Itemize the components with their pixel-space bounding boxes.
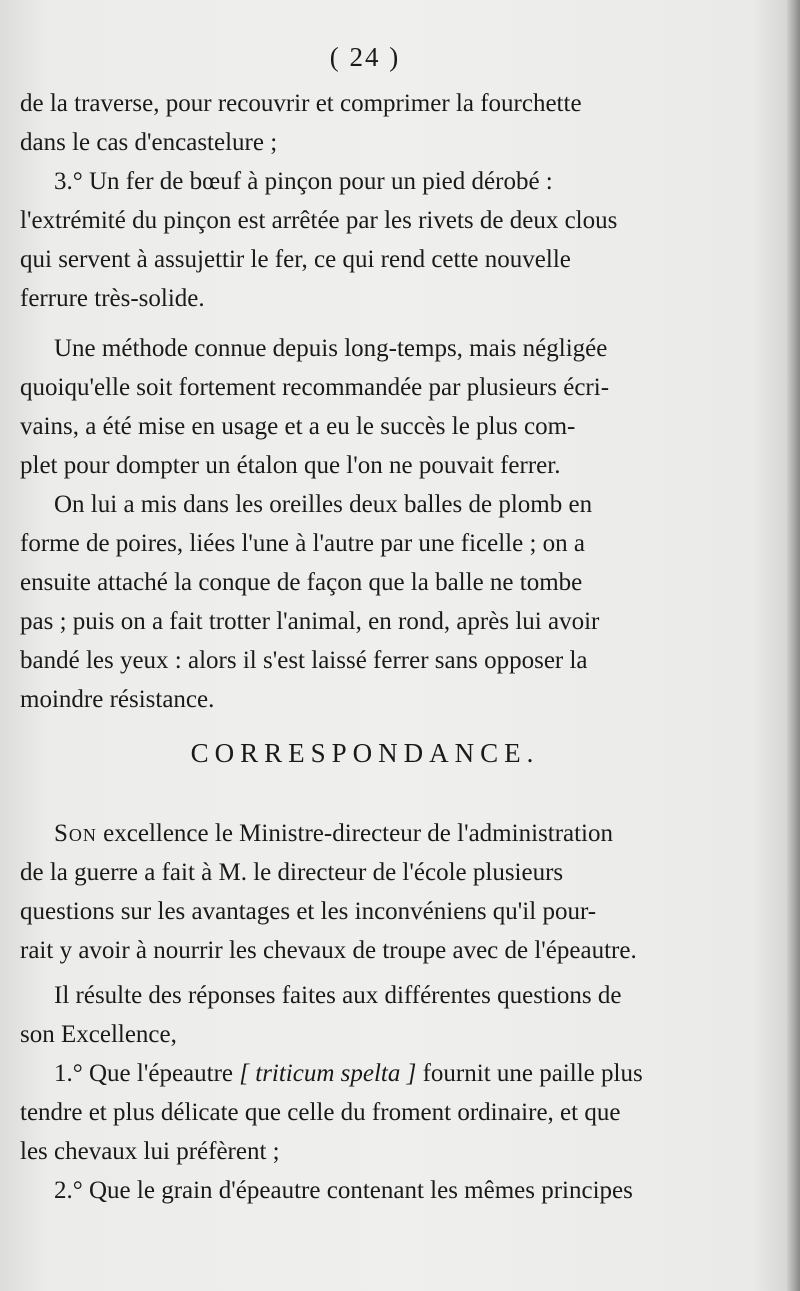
text-span: 1.° Que l'épeautre (54, 1060, 240, 1087)
section-heading: CORRESPONDANCE. (190, 738, 540, 768)
text-span: excellence le Ministre-directeur de l'administration (96, 820, 614, 847)
text-line: ferrure très-solide. (20, 285, 205, 312)
text-line: Une méthode connue depuis long-temps, mais négligée (54, 335, 608, 362)
text-line: de la traverse, pour recouvrir et comprimer la fourchette (20, 90, 582, 117)
page-number: ( 24 ) (329, 42, 401, 72)
text-line: pas ; puis on a fait trotter l'animal, en rond, après lui avoir (20, 608, 600, 635)
text-line: les chevaux lui préfèrent ; (20, 1138, 280, 1165)
page-edge-shadow (786, 0, 800, 1291)
text-line (20, 814, 722, 853)
text-line: Il résulte des réponses faites aux différentes questions de (54, 982, 622, 1009)
text-line: 3.° Un fer de bœuf à pinçon pour un pied dérobé : (54, 168, 553, 195)
lead-caps: Son (54, 820, 97, 847)
text-span: fournit une paille plus (416, 1060, 643, 1087)
text-line: bandé les yeux : alors il s'est laissé ferrer sans opposer la (20, 647, 588, 674)
text-line: dans le cas d'encastelure ; (20, 129, 278, 156)
text-line: plet pour dompter un étalon que l'on ne pouvait ferrer. (20, 452, 561, 479)
text-line: On lui a mis dans les oreilles deux balles de plomb en (54, 491, 593, 518)
text-line: rait y avoir à nourrir les chevaux de troupe avec de l'épeautre. (20, 937, 637, 964)
latin-term: [ triticum spelta ] (239, 1060, 417, 1087)
text-line: quoiqu'elle soit fortement recommandée par plusieurs écri- (20, 374, 610, 401)
text-line (20, 1054, 722, 1093)
text-line: son Excellence, (20, 1021, 177, 1048)
text-line: l'extrémité du pinçon est arrêtée par les rivets de deux clous (20, 207, 618, 234)
text-line: ensuite attaché la conque de façon que la balle ne tombe (20, 569, 583, 596)
text-line: forme de poires, liées l'une à l'autre par une ficelle ; on a (20, 530, 586, 557)
text-line: qui servent à assujettir le fer, ce qui rend cette nouvelle (20, 246, 571, 273)
text-line: questions sur les avantages et les inconvéniens qu'il pour- (20, 898, 597, 925)
text-line: 2.° Que le grain d'épeautre contenant les mêmes principes (54, 1177, 633, 1204)
section-text-2 (20, 814, 722, 1210)
text-line: de la guerre a fait à M. le directeur de l'école plusieurs (20, 859, 564, 886)
text-line: tendre et plus délicate que celle du froment ordinaire, et que (20, 1099, 621, 1126)
section-text-1 (20, 84, 722, 719)
text-line: moindre résistance. (20, 686, 215, 713)
text-line: vains, a été mise en usage et a eu le succès le plus com- (20, 413, 576, 440)
